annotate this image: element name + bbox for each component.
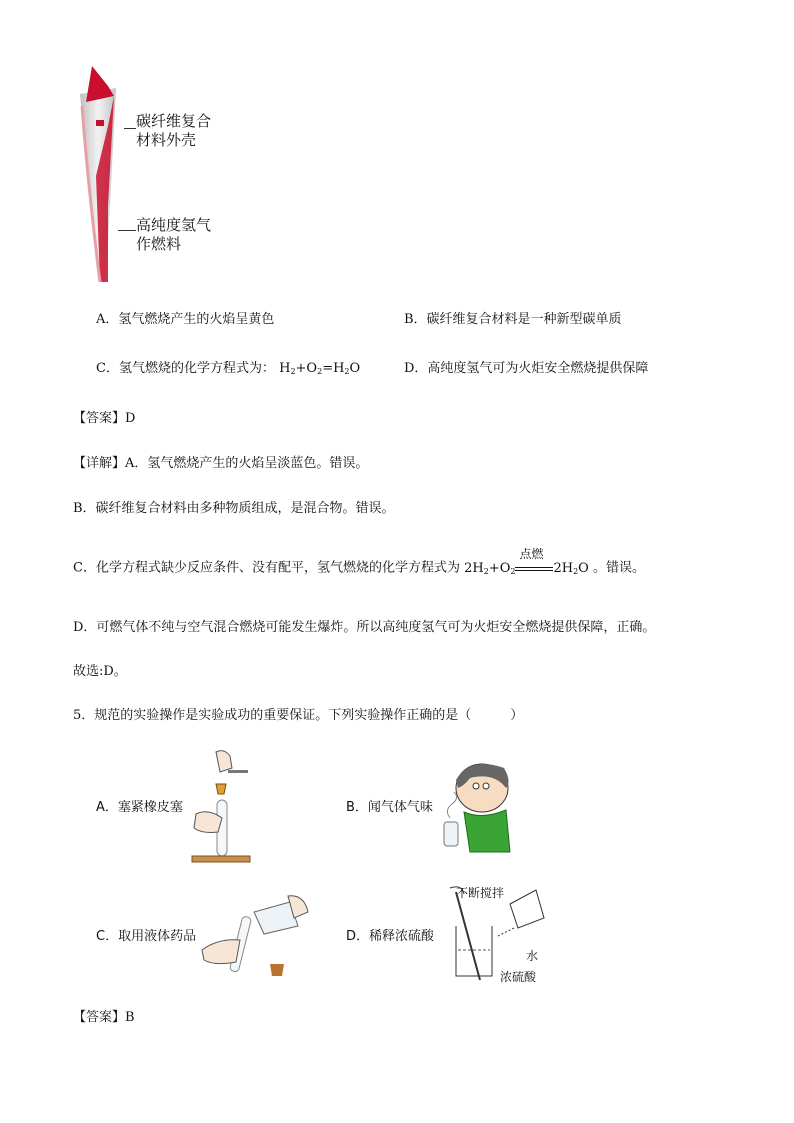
q5-option-b: B．闻气体气味 <box>346 800 433 815</box>
q4-option-a: A．氢气燃烧产生的火焰呈黄色 <box>96 312 275 327</box>
q4-option-c-equation: $H_2+O_2=H_2O$ <box>279 361 361 376</box>
q5-option-d: D．稀释浓硫酸 <box>346 929 435 944</box>
q5-option-c: C．取用液体药品 <box>96 929 197 944</box>
torch-label-fuel-1: 高纯度氢气 <box>136 216 212 234</box>
reaction-condition: 点燃 <box>519 547 544 561</box>
q4-explain-c-text: C．化学方程式缺少反应条件、没有配平，氢气燃烧的化学方程式为 <box>73 560 460 576</box>
q4-choice: 故选:D。 <box>73 664 127 679</box>
q5-image-c <box>198 886 310 978</box>
q5-image-b <box>440 758 520 854</box>
q4-explain-d: D．可燃气体不纯与空气混合燃烧可能发生爆炸。所以高纯度氢气可为火炬安全燃烧提供保障，正确。 <box>73 620 656 635</box>
q4-explain-a: 【详解】A．氢气燃烧产生的火焰呈淡蓝色。错误。 <box>73 456 369 471</box>
q5-image-a <box>190 748 260 866</box>
torch-leader-line-2 <box>118 230 136 231</box>
torch-label-fuel-2: 作燃料 <box>136 235 182 253</box>
q4-explain-c-tail: 。错误。 <box>592 560 645 576</box>
q4-option-b: B．碳纤维复合材料是一种新型碳单质 <box>404 312 622 327</box>
q5-answer: 【答案】B <box>73 1010 135 1025</box>
torch-leader-line-1 <box>124 128 136 129</box>
q5-option-a: A．塞紧橡皮塞 <box>96 800 183 815</box>
q4-option-c-text: C．氢气燃烧的化学方程式为： <box>96 361 275 376</box>
q5-d-label-water: 水 <box>526 949 539 963</box>
q4-explain-c <box>73 547 645 581</box>
q5-d-label-acid: 浓硫酸 <box>500 970 537 984</box>
torch-image <box>78 66 138 288</box>
torch-label-shell-2: 材料外壳 <box>136 131 197 149</box>
q4-explain-c-equation: $2H_2+O_2$ 点燃 $2H_2O$ <box>464 547 589 576</box>
q4-explain-b: B．碳纤维复合材料由多种物质组成，是混合物。错误。 <box>73 501 395 516</box>
q5-d-label-stir: 不断搅拌 <box>456 886 505 900</box>
q5-stem: 5．规范的实验操作是实验成功的重要保证。下列实验操作正确的是（ ） <box>73 708 524 723</box>
q4-option-c <box>96 360 360 381</box>
q4-option-d: D．高纯度氢气可为火炬安全燃烧提供保障 <box>404 361 649 376</box>
torch-label-shell-1: 碳纤维复合 <box>136 112 212 130</box>
q4-answer: 【答案】D <box>73 411 136 426</box>
